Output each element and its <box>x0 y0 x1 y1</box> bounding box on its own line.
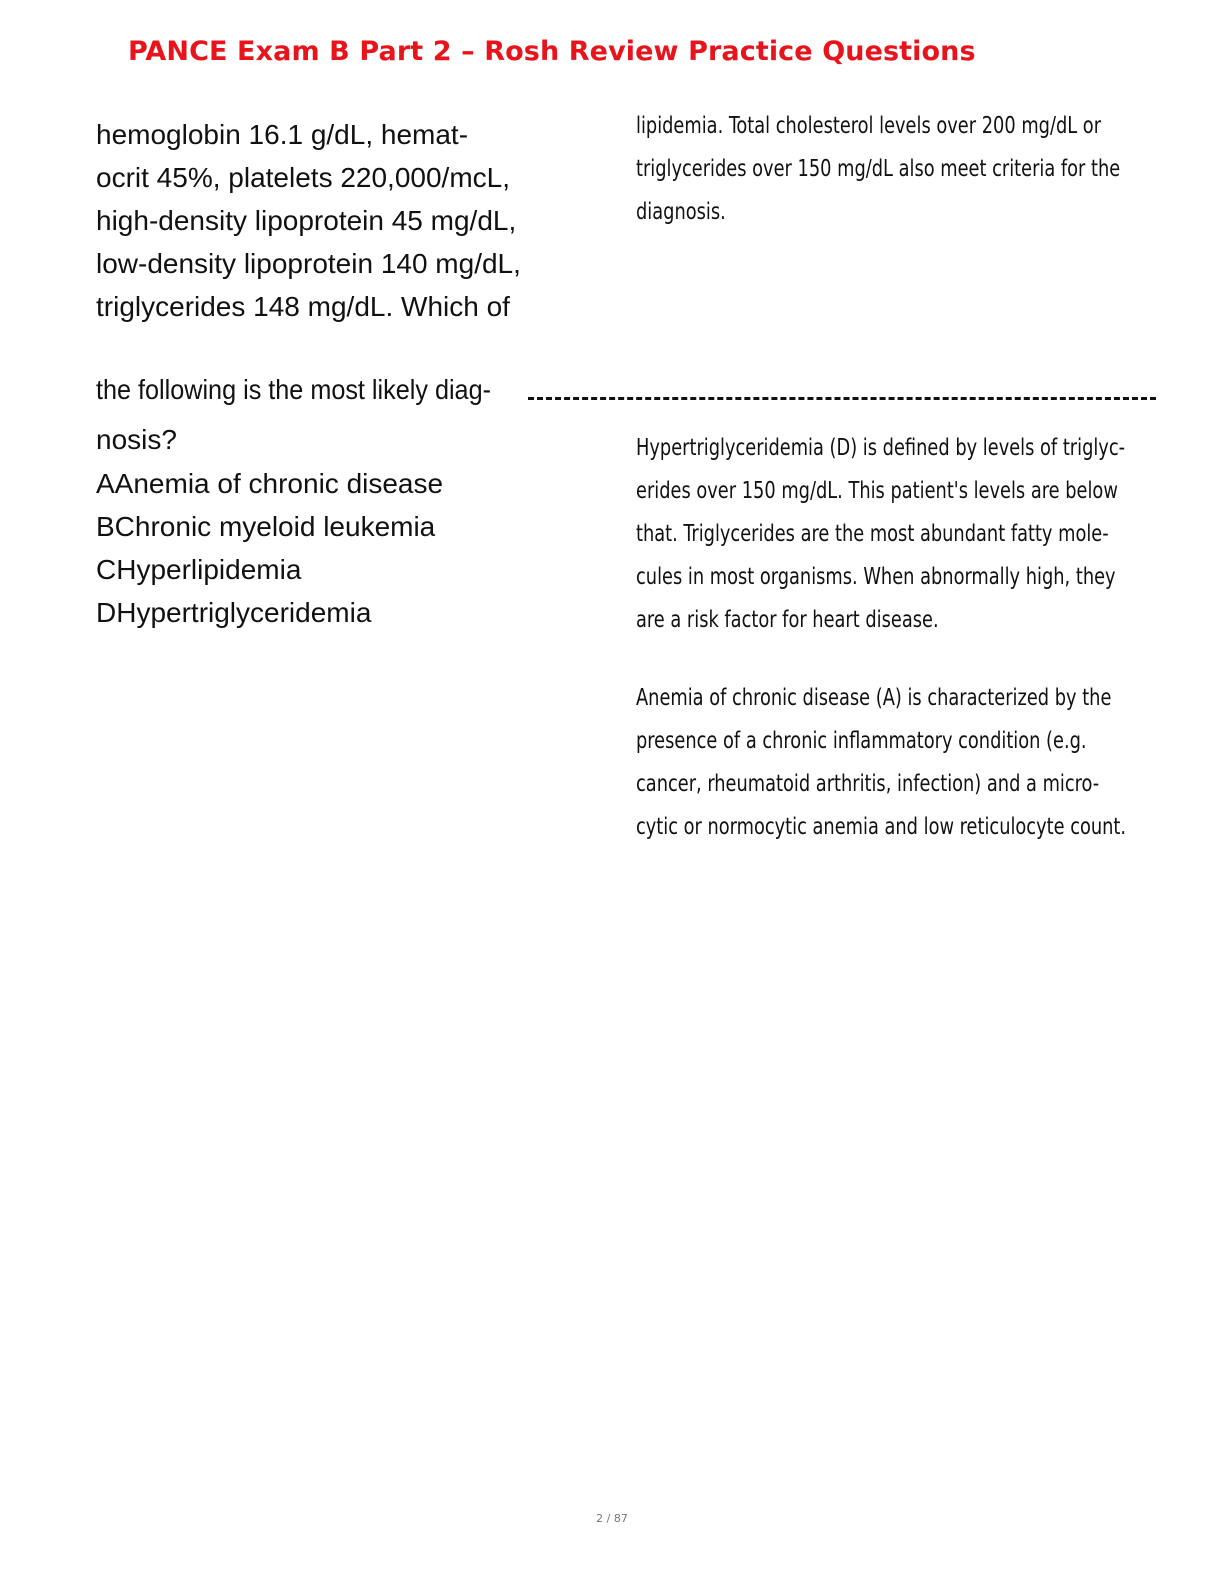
stem-line: low-density lipoprotein 140 mg/dL, <box>96 248 521 279</box>
stem-line: high-density lipoprotein 45 mg/dL, <box>96 205 517 236</box>
question-stem <box>96 113 626 328</box>
explanation-line: erides over 150 mg/dL. This patient's levels are below <box>636 478 1118 504</box>
stem-line: triglycerides 148 mg/dL. Which of <box>96 291 510 322</box>
explanation-line: lipidemia. Total cholesterol levels over 200 mg/dL or <box>636 113 1102 139</box>
explanation-line: cules in most organisms. When abnormally high, they <box>636 564 1116 590</box>
section-divider <box>528 397 1156 400</box>
page-number: 2 / 87 <box>596 1512 628 1525</box>
choice-c: CHyperlipidemia <box>96 554 302 585</box>
stem-continuation-end: nosis? <box>96 424 177 455</box>
explanation-choice-d <box>636 427 1176 642</box>
explanation-continuation <box>636 105 1176 234</box>
choice-b: BChronic myeloid leukemia <box>96 511 436 542</box>
explanation-line: Hypertriglyceridemia (D) is defined by levels of triglyc- <box>636 435 1126 461</box>
explanation-line: cytic or normocytic anemia and low reticulocyte count. <box>636 814 1127 840</box>
explanation-line: triglycerides over 150 mg/dL also meet criteria for the <box>636 156 1121 182</box>
explanation-line: are a risk factor for heart disease. <box>636 607 939 633</box>
stem-line: ocrit 45%, platelets 220,000/mcL, <box>96 162 511 193</box>
page-title: PANCE Exam B Part 2 – Rosh Review Practice Questions <box>128 36 976 67</box>
explanation-line: diagnosis. <box>636 199 726 225</box>
stem-line: hemoglobin 16.1 g/dL, hemat- <box>96 119 469 150</box>
explanation-line: presence of a chronic inflammatory condition (e.g. <box>636 728 1087 754</box>
explanation-line: that. Triglycerides are the most abundant fatty mole- <box>636 521 1109 547</box>
stem-continuation: the following is the most likely diag- <box>96 374 491 405</box>
choice-a: AAnemia of chronic disease <box>96 468 444 499</box>
explanation-line: cancer, rheumatoid arthritis, infection) and a micro- <box>636 771 1100 797</box>
explanation-line: Anemia of chronic disease (A) is characterized by the <box>636 685 1112 711</box>
explanation-choice-a <box>636 677 1176 849</box>
answer-choices <box>96 462 443 634</box>
choice-d: DHypertriglyceridemia <box>96 597 372 628</box>
